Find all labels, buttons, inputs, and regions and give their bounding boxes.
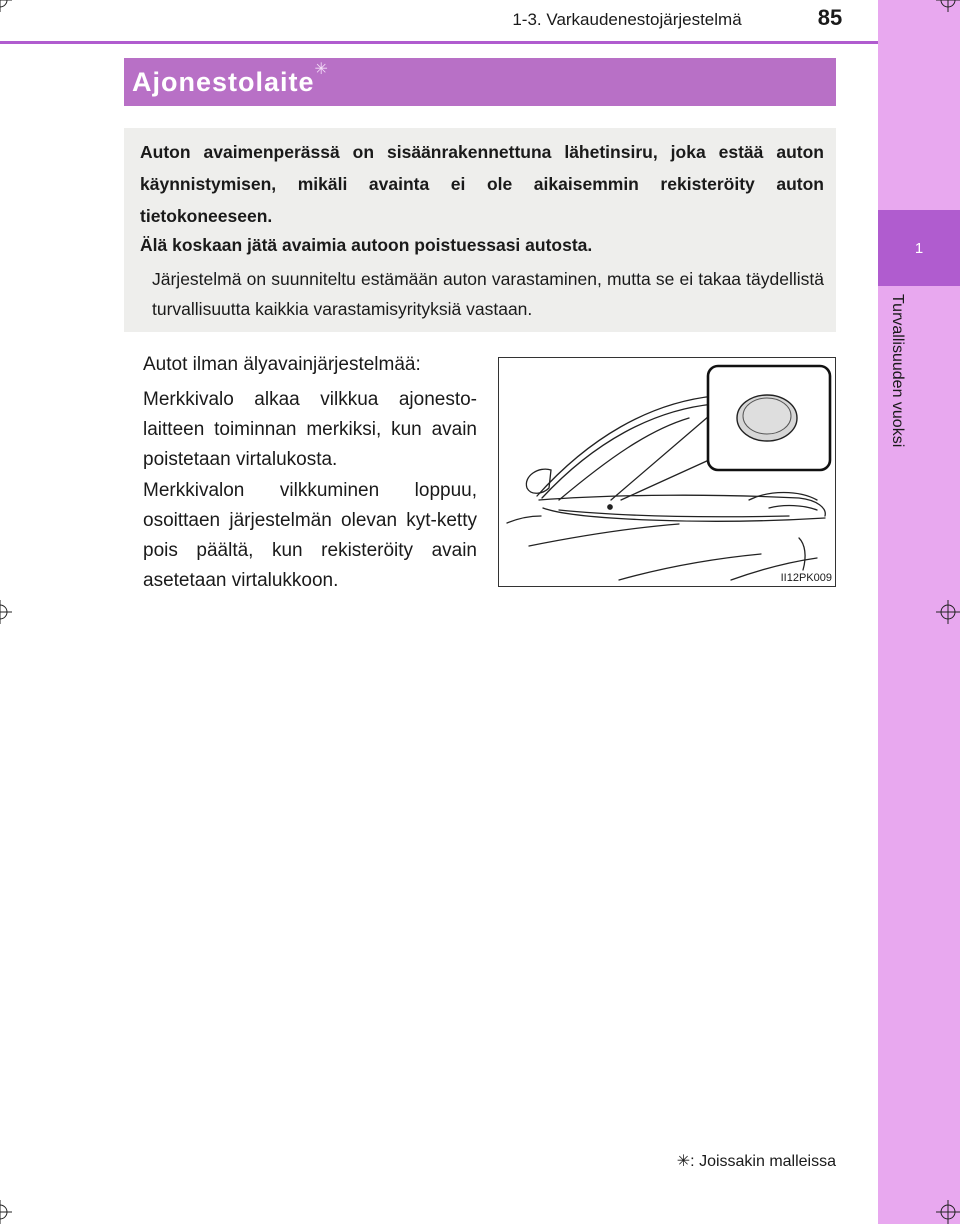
crop-mark-bottom-right [936, 1200, 960, 1224]
dashboard-illustration [498, 357, 836, 587]
body-para-2-text: Merkkivalo alkaa vilkkua ajonesto-laitteen toiminnan merkiksi, kun avain poistetaan virtalukosta. [143, 389, 477, 470]
body-para-1 [143, 350, 477, 380]
crop-mark-mid-right [936, 600, 960, 624]
header-rule [0, 41, 878, 44]
page-number: 85 [817, 5, 843, 30]
chapter-title-wrap [878, 294, 918, 494]
footnote-text: : Joissakin malleissa [690, 1153, 836, 1170]
section-title [132, 58, 329, 106]
body-para-3-text: Merkkivalon vilkkuminen loppuu, osoittaen järjestelmän olevan kyt-ketty pois päältä, kun rekisteröity avain asetetaan virtalukkoon. [143, 480, 477, 591]
footnote-marker: ✳ [676, 1153, 691, 1170]
crop-mark-top-left [0, 0, 12, 12]
illustration-id: II12PK009 [780, 572, 832, 584]
crop-mark-top-right [936, 0, 960, 12]
notice-para-1: Auton avaimenperässä on sisäänrakennettuna lähetinsiru, joka estää auton käynnistymisen, mikäli avainta ei ole aikaisemmin rekisteröity auton tietokoneeseen. [140, 142, 824, 226]
section-title-marker: ✳ [314, 61, 329, 78]
chapter-number: 1 [914, 239, 924, 257]
body-para-2 [143, 385, 477, 475]
chapter-title: Turvallisuuden vuoksi [889, 294, 906, 448]
windshield-drawing [499, 358, 835, 586]
footnote [610, 1150, 836, 1174]
section-title-text: Ajonestolaite [132, 67, 315, 97]
running-header: 1-3. Varkaudenestojärjestelmä [512, 10, 742, 29]
notice-para-3: Järjestelmä on suunniteltu estämään auton varastaminen, mutta se ei takaa täydellistä turvallisuutta kaikkia varastamisyrityksiä vastaan. [152, 269, 824, 319]
notice-para-2: Älä koskaan jätä avaimia autoon poistuessasi autosta. [140, 235, 593, 255]
crop-mark-bottom-left [0, 1200, 12, 1224]
body-para-1-text: Autot ilman älyavainjärjestelmää: [143, 354, 421, 375]
crop-mark-mid-left [0, 600, 12, 624]
body-para-3 [143, 476, 477, 596]
